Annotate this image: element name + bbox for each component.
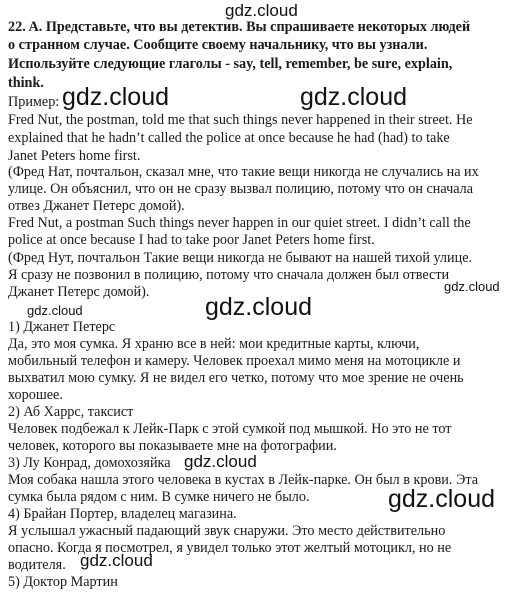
example-label: Пример: xyxy=(8,94,60,110)
task-heading-line-4: think. xyxy=(8,75,44,91)
watermark-text: gdz.cloud xyxy=(27,303,83,318)
witness-2-heading: 2) Аб Харрс, таксист xyxy=(8,404,134,420)
text-line: Да, это моя сумка. Я храню все в ней: мои кредитные карты, ключи, xyxy=(8,336,420,352)
text-line: отвез Джанет Петерс домой). xyxy=(8,198,185,214)
text-line: Джанет Петерс домой). xyxy=(8,284,150,300)
text-line: Fred Nut, a postman Such things never happen in our quiet street. I didn’t call the xyxy=(8,215,471,231)
watermark-text: gdz.cloud xyxy=(62,83,170,111)
text-line: (Фред Нут, почтальон Такие вещи никогда не бывают на нашей тихой улице. xyxy=(8,250,473,266)
text-line: Janet Peters home first. xyxy=(8,148,141,164)
text-line: police at once because I had to take poor Janet Peters home first. xyxy=(8,232,375,248)
witness-5-heading: 5) Доктор Мартин xyxy=(8,574,118,590)
watermark-text: gdz.cloud xyxy=(205,293,313,321)
task-heading-line-3: Используйте следующие глаголы - say, tell, remember, be sure, explain, xyxy=(8,56,453,72)
watermark-text: gdz.cloud xyxy=(184,452,257,471)
watermark-text: gdz.cloud xyxy=(225,1,298,20)
text-line: улице. Он объяснил, что он не сразу вызвал полицию, потому что он сначала xyxy=(8,181,474,197)
task-heading-line-2: о странном случае. Сообщите своему начальнику, что вы узнали. xyxy=(8,37,428,53)
text-line: Fred Nut, the postman, told me that such things never happened in their street. He xyxy=(8,112,473,128)
task-heading-line-1: 22. A. Представьте, что вы детектив. Вы спрашиваете некоторых людей xyxy=(8,19,471,35)
watermark-text: gdz.cloud xyxy=(300,83,408,111)
witness-4-heading: 4) Брайан Портер, владелец магазина. xyxy=(8,506,237,522)
witness-3-heading: 3) Лу Конрад, домохозяйка xyxy=(8,455,171,471)
text-line: Я сразу не позвонил в полицию, потому что сначала должен был отвести xyxy=(8,267,450,283)
text-line: Человек подбежал к Лейк-Парк с этой сумкой под мышкой. Но это не тот xyxy=(8,421,452,437)
watermark-text: gdz.cloud xyxy=(444,279,500,294)
text-line: человек, которого вы показываете мне на фотографии. xyxy=(8,438,337,454)
text-line: мобильный телефон и камеру. Человек проехал мимо меня на мотоцикле и xyxy=(8,353,461,369)
text-line: опасно. Когда я посмотрел, я увидел только этот желтый мотоцикл, но не xyxy=(8,540,452,556)
text-line: (Фред Нат, почтальон, сказал мне, что такие вещи никогда не случались на их xyxy=(8,164,479,180)
text-line: Моя собака нашла этого человека в кустах в Лейк-парке. Он был в крови. Эта xyxy=(8,472,479,488)
text-line: explained that he hadn’t called the police at once because he had (had) to take xyxy=(8,130,450,146)
witness-1-heading: 1) Джанет Петерс xyxy=(8,319,116,335)
watermark-text: gdz.cloud xyxy=(80,551,153,570)
text-line: хорошее. xyxy=(8,387,63,403)
text-line: Я услышал ужасный падающий звук снаружи. Это место действительно xyxy=(8,523,446,539)
text-line: водителя. xyxy=(8,557,66,573)
text-line: выхватил мою сумку. Я не видел его четко, потому что мое зрение не очень xyxy=(8,370,464,386)
watermark-text: gdz.cloud xyxy=(388,485,496,513)
text-line: сумка была рядом с ним. В сумке ничего не было. xyxy=(8,489,310,505)
